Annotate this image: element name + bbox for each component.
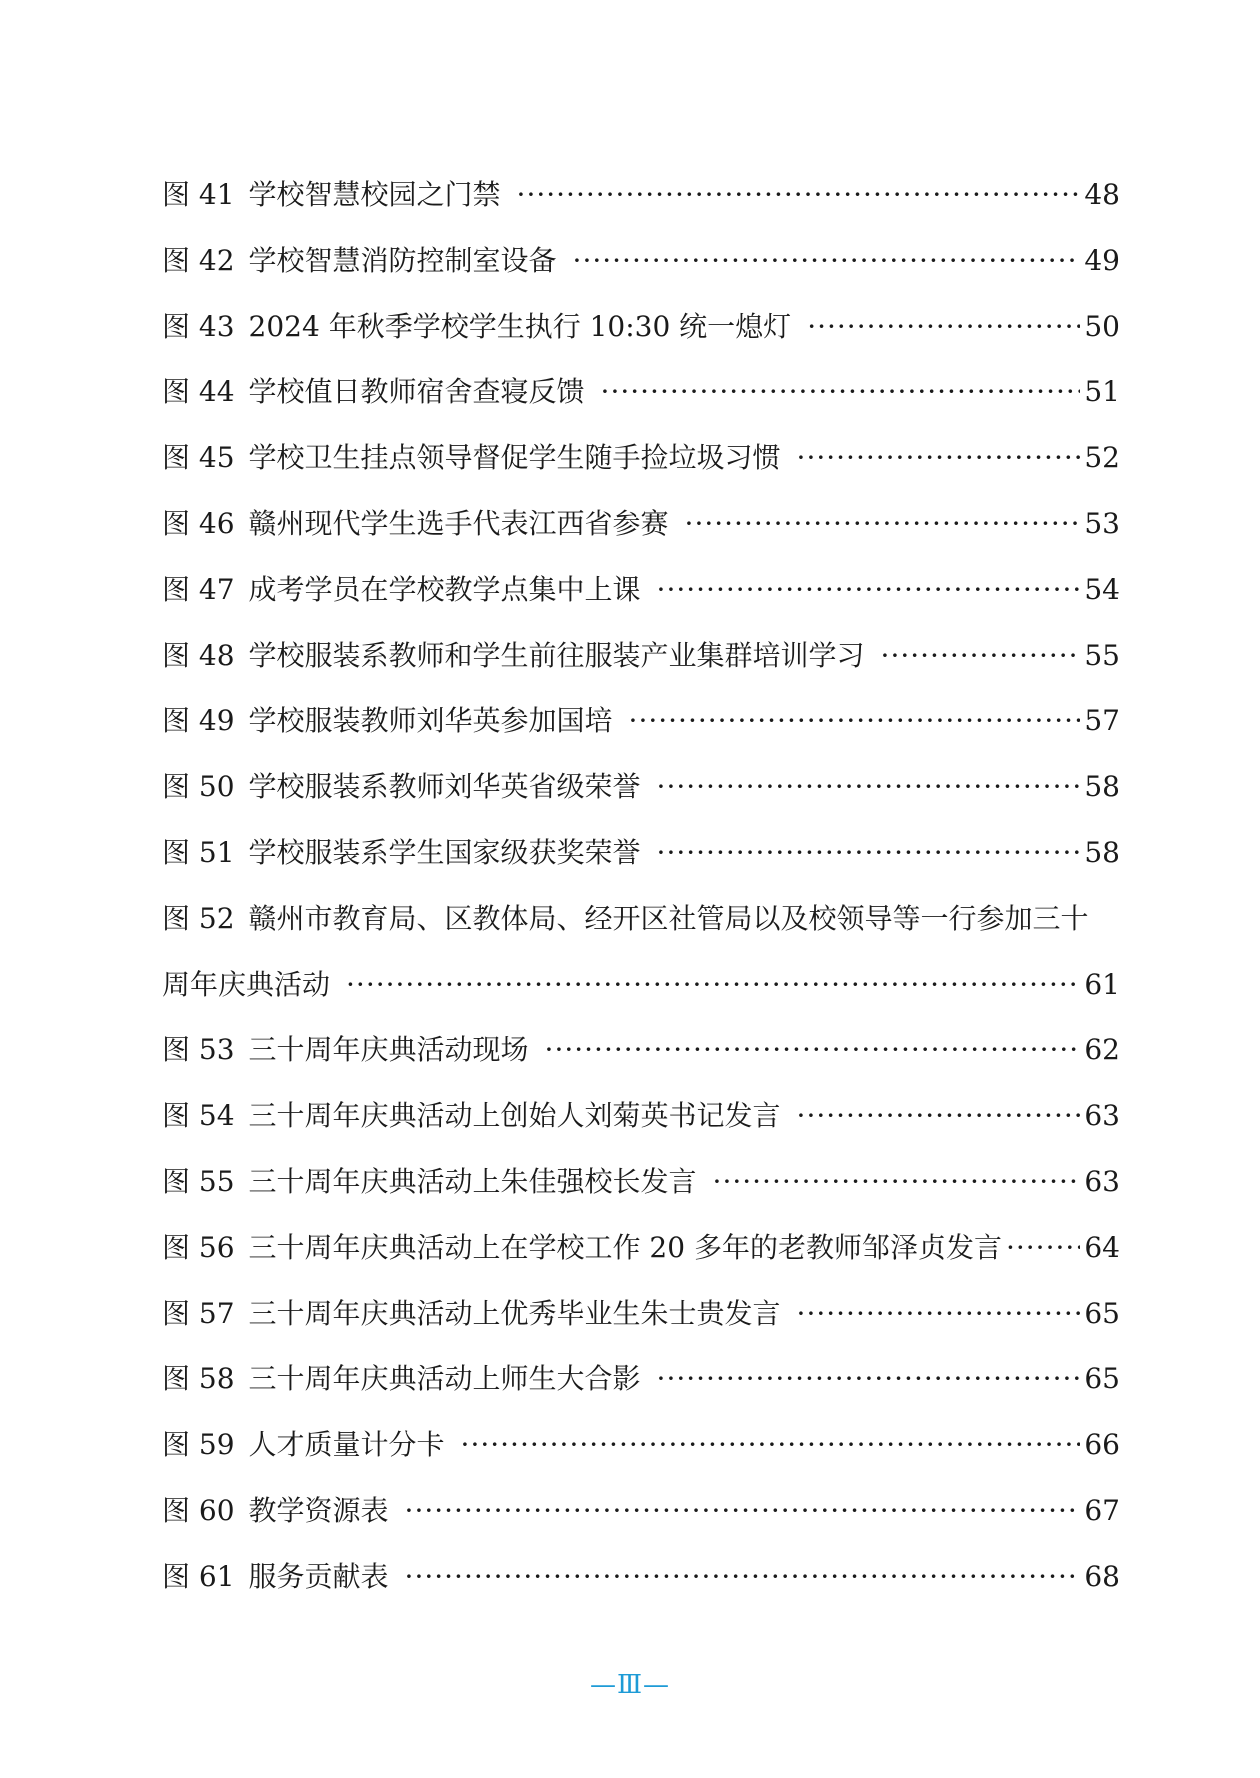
dot-leader — [797, 438, 1081, 478]
figure-number: 图 55 — [162, 1164, 235, 1198]
page-number: 65 — [1084, 1362, 1120, 1396]
dot-leader — [346, 965, 1080, 1005]
page-number: 52 — [1084, 441, 1120, 475]
figure-number: 图 41 — [162, 178, 235, 211]
figure-title: 赣州现代学生选手代表江西省参赛 — [248, 506, 669, 540]
toc-entry[interactable] — [162, 1491, 1120, 1557]
figure-title: 学校智慧校园之门禁 — [248, 178, 501, 211]
page-number: 49 — [1084, 243, 1120, 277]
dot-leader — [573, 241, 1081, 281]
figure-number: 图 49 — [162, 704, 235, 738]
toc-entry[interactable] — [162, 701, 1120, 767]
figure-title: 学校卫生挂点领导督促学生随手捡垃圾习惯 — [248, 441, 781, 475]
figure-number: 图 48 — [162, 638, 235, 672]
figure-number: 图 57 — [162, 1296, 235, 1330]
page-footer-number: —Ⅲ— — [589, 1670, 671, 1700]
table-of-figures — [162, 175, 1120, 1623]
figure-title: 学校服装系学生国家级获奖荣誉 — [248, 835, 641, 869]
figure-title: 学校值日教师宿舍查寝反馈 — [248, 375, 585, 409]
toc-entry[interactable] — [162, 636, 1120, 702]
toc-entry[interactable] — [162, 372, 1120, 438]
toc-entry[interactable] — [162, 175, 1120, 241]
page-number: 53 — [1084, 506, 1120, 540]
figure-title: 三十周年庆典活动上朱佳强校长发言 — [248, 1164, 697, 1198]
figure-number: 图 58 — [162, 1362, 235, 1396]
toc-entry[interactable] — [162, 1359, 1120, 1425]
toc-entry[interactable] — [162, 1096, 1120, 1162]
figure-number: 图 60 — [162, 1493, 235, 1527]
figure-title: 三十周年庆典活动上在学校工作 20 多年的老教师邹泽贞发言 — [248, 1230, 1002, 1264]
toc-entry[interactable] — [162, 767, 1120, 833]
page-number: 67 — [1084, 1493, 1120, 1527]
page-number: 55 — [1084, 638, 1120, 672]
figure-number: 图 51 — [162, 835, 235, 869]
figure-title: 2024 年秋季学校学生执行 10:30 统一熄灯 — [248, 309, 792, 343]
toc-entry[interactable] — [162, 1294, 1120, 1360]
figure-title: 三十周年庆典活动上优秀毕业生朱士贵发言 — [248, 1296, 781, 1330]
page-number: 63 — [1084, 1164, 1120, 1198]
toc-entry[interactable] — [162, 570, 1120, 636]
figure-number: 图 43 — [162, 309, 235, 343]
dot-leader — [807, 307, 1080, 347]
toc-entry[interactable] — [162, 1425, 1120, 1491]
dot-leader — [405, 1491, 1081, 1531]
page-number: 57 — [1084, 704, 1120, 738]
figure-title-continuation: 周年庆典活动 — [162, 967, 331, 1001]
dot-leader — [657, 1359, 1081, 1399]
figure-title: 学校智慧消防控制室设备 — [248, 243, 557, 277]
dot-leader — [629, 701, 1081, 741]
figure-title: 赣州市教育局、区教体局、经开区社管局以及校领导等一行参加三十 — [248, 901, 1089, 935]
dot-leader — [545, 1030, 1081, 1070]
dot-leader — [797, 1096, 1081, 1136]
page-number: 48 — [1084, 178, 1120, 211]
page-number: 66 — [1084, 1428, 1120, 1462]
figure-title: 学校服装系教师和学生前往服装产业集群培训学习 — [248, 638, 865, 672]
page-number: 62 — [1084, 1033, 1120, 1067]
page-number: 58 — [1084, 835, 1120, 869]
toc-entry[interactable] — [162, 504, 1120, 570]
figure-number: 图 53 — [162, 1033, 235, 1067]
dot-leader — [601, 372, 1081, 412]
toc-entry[interactable] — [162, 899, 1120, 965]
figure-number: 图 54 — [162, 1099, 235, 1133]
toc-entry[interactable] — [162, 833, 1120, 899]
toc-entry[interactable] — [162, 438, 1120, 504]
figure-number: 图 61 — [162, 1559, 235, 1593]
dot-leader — [685, 504, 1081, 544]
dot-leader — [517, 175, 1081, 215]
figure-number: 图 56 — [162, 1230, 235, 1264]
page-number: 58 — [1084, 770, 1120, 804]
toc-entry[interactable] — [162, 307, 1120, 373]
page-number: 68 — [1084, 1559, 1120, 1593]
page-number: 51 — [1084, 375, 1120, 409]
page-number: 50 — [1084, 309, 1120, 343]
figure-number: 图 44 — [162, 375, 235, 409]
dot-leader — [797, 1294, 1081, 1334]
figure-title: 学校服装系教师刘华英省级荣誉 — [248, 770, 641, 804]
dot-leader — [657, 767, 1081, 807]
page-number: 61 — [1084, 967, 1120, 1001]
toc-entry[interactable] — [162, 1030, 1120, 1096]
figure-title: 三十周年庆典活动上师生大合影 — [248, 1362, 641, 1396]
dot-leader — [713, 1162, 1081, 1202]
figure-number: 图 47 — [162, 572, 235, 606]
dot-leader — [657, 570, 1081, 610]
figure-title: 成考学员在学校教学点集中上课 — [248, 572, 641, 606]
toc-entry[interactable] — [162, 1557, 1120, 1623]
dot-leader — [657, 833, 1081, 873]
figure-number: 图 59 — [162, 1428, 235, 1462]
figure-title: 教学资源表 — [248, 1493, 389, 1527]
page-number: 64 — [1084, 1230, 1120, 1264]
figure-number: 图 42 — [162, 243, 235, 277]
dot-leader — [1006, 1228, 1080, 1268]
figure-number: 图 52 — [162, 901, 235, 935]
page-number: 65 — [1084, 1296, 1120, 1330]
figure-number: 图 46 — [162, 506, 235, 540]
dot-leader — [405, 1557, 1081, 1597]
toc-entry[interactable] — [162, 241, 1120, 307]
page-number: 54 — [1084, 572, 1120, 606]
figure-title: 三十周年庆典活动上创始人刘菊英书记发言 — [248, 1099, 781, 1133]
figure-number: 图 45 — [162, 441, 235, 475]
figure-title: 人才质量计分卡 — [248, 1428, 445, 1462]
figure-number: 图 50 — [162, 770, 235, 804]
toc-entry[interactable] — [162, 1162, 1120, 1228]
page-number: 63 — [1084, 1099, 1120, 1133]
figure-title: 学校服装教师刘华英参加国培 — [248, 704, 613, 738]
dot-leader — [461, 1425, 1081, 1465]
figure-title: 三十周年庆典活动现场 — [248, 1033, 529, 1067]
toc-entry-continuation[interactable] — [162, 965, 1120, 1031]
toc-entry[interactable] — [162, 1228, 1120, 1294]
figure-title: 服务贡献表 — [248, 1559, 389, 1593]
dot-leader — [881, 636, 1081, 676]
